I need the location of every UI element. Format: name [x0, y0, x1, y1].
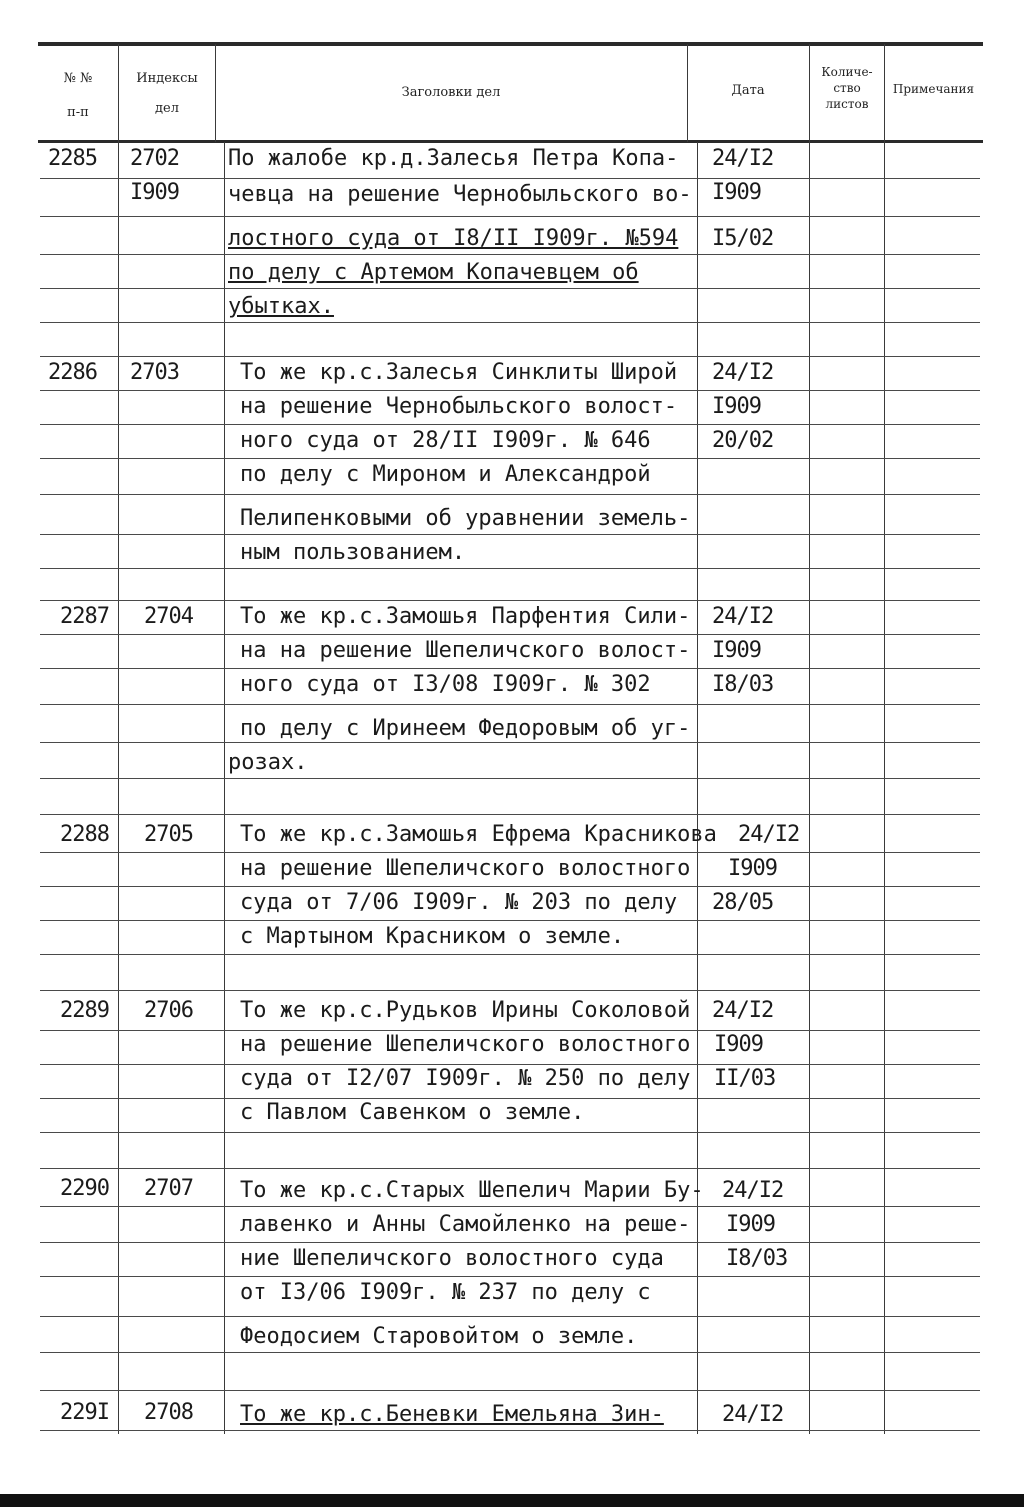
record-date: I909	[712, 180, 761, 205]
row-line	[40, 1206, 980, 1207]
row-line	[40, 1430, 980, 1431]
record-number: 2285	[48, 146, 97, 171]
row-line	[40, 634, 980, 635]
row-line	[40, 1168, 980, 1169]
record-index: 2702	[130, 146, 179, 171]
record-index-year: I909	[130, 180, 179, 205]
row-line	[40, 742, 980, 743]
record-title-line: на решение Шепеличского волостного	[240, 1032, 691, 1057]
row-line	[40, 1390, 980, 1391]
row-line	[40, 668, 980, 669]
record-title-line: То же кр.с.Залесья Синклиты Широй	[240, 360, 678, 385]
row-line	[40, 322, 980, 323]
record-title-line: ным пользованием.	[240, 540, 466, 565]
header-no: № №	[63, 71, 93, 86]
record-title-line: с Павлом Савенком о земле.	[240, 1100, 585, 1125]
record-title-line: ного суда от I3/08 I909г. № 302	[240, 672, 651, 697]
row-line	[40, 954, 980, 955]
header-title: Заголовки дел	[401, 85, 501, 100]
record-number: 229I	[60, 1400, 109, 1425]
row-line	[40, 920, 980, 921]
scan-edge	[0, 1494, 1024, 1507]
record-date: 24/I2	[712, 998, 774, 1023]
header-index: Индексы	[136, 71, 198, 86]
record-title-line: на решение Чернобыльского волост-	[240, 394, 678, 419]
record-number: 2287	[60, 604, 109, 629]
record-title-line: по делу с Артемом Копачевцем об	[228, 260, 639, 285]
record-date: 20/02	[712, 428, 774, 453]
record-date: I909	[712, 394, 761, 419]
record-title-line: То же кр.с.Замошья Ефрема Красникова	[240, 822, 717, 847]
record-title-line: на решение Шепеличского волостного	[240, 856, 691, 881]
col-divider	[215, 44, 216, 142]
record-date: I909	[726, 1212, 775, 1237]
row-line	[40, 216, 980, 217]
record-index: 2706	[144, 998, 193, 1023]
record-date: I909	[728, 856, 777, 881]
record-date: 24/I2	[738, 822, 800, 847]
row-line	[40, 288, 980, 289]
row-line	[40, 534, 980, 535]
record-title-line: розах.	[228, 750, 308, 775]
record-date: II/03	[714, 1066, 776, 1091]
row-line	[40, 1276, 980, 1277]
row-line	[40, 424, 980, 425]
record-index: 2704	[144, 604, 193, 629]
col-divider	[809, 44, 810, 1434]
record-index: 2707	[144, 1176, 193, 1201]
header-date: Дата	[731, 83, 765, 98]
record-number: 2290	[60, 1176, 109, 1201]
record-title-line: по делу с Мироном и Александрой	[240, 462, 651, 487]
record-date: I8/03	[712, 672, 774, 697]
record-title-line: убытках.	[228, 294, 334, 319]
record-date: 24/I2	[712, 604, 774, 629]
record-number: 2286	[48, 360, 97, 385]
record-title-line: То же кр.с.Старых Шепелич Марии Бу-	[240, 1178, 704, 1203]
record-title-line: чевца на решение Чернобыльского во-	[228, 182, 692, 207]
record-date: 24/I2	[712, 146, 774, 171]
record-date: I909	[712, 638, 761, 663]
record-date: 24/I2	[712, 360, 774, 385]
row-line	[40, 886, 980, 887]
row-line	[40, 254, 980, 255]
record-title-line: лостного суда от I8/II I909г. №594	[228, 226, 679, 251]
row-line	[40, 600, 980, 601]
record-date: I909	[714, 1032, 763, 1057]
record-date: I5/02	[712, 226, 774, 251]
record-title-line: Феодосием Старовойтом о земле.	[240, 1324, 638, 1349]
record-number: 2289	[60, 998, 109, 1023]
record-title-line: Пелипенковыми об уравнении земель-	[240, 506, 691, 531]
header-no-sub: п-п	[67, 105, 89, 120]
record-title-line: То же кр.с.Беневки Емельяна Зин-	[240, 1402, 664, 1427]
row-line	[40, 1316, 980, 1317]
row-line	[40, 1064, 980, 1065]
row-line	[40, 990, 980, 991]
record-index: 2708	[144, 1400, 193, 1425]
row-line	[40, 178, 980, 179]
record-date: 24/I2	[722, 1178, 784, 1203]
record-title-line: от I3/06 I909г. № 237 по делу с	[240, 1280, 651, 1305]
row-line	[40, 356, 980, 357]
header-rule	[38, 140, 983, 143]
record-title-line: суда от I2/07 I909г. № 250 по делу	[240, 1066, 691, 1091]
record-date: I8/03	[726, 1246, 788, 1271]
row-line	[40, 458, 980, 459]
record-title-line: По жалобе кр.д.Залесья Петра Копа-	[228, 146, 679, 171]
header-index-sub: дел	[155, 101, 179, 116]
top-rule	[38, 42, 983, 46]
col-divider	[224, 142, 225, 1434]
record-title-line: по делу с Иринеем Федоровым об уг-	[240, 716, 691, 741]
record-title-line: суда от 7/06 I909г. № 203 по делу	[240, 890, 678, 915]
row-line	[40, 568, 980, 569]
col-divider	[687, 44, 688, 142]
row-line	[40, 390, 980, 391]
record-title-line: То же кр.с.Рудьков Ирины Соколовой	[240, 998, 691, 1023]
row-line	[40, 1242, 980, 1243]
header-count: Количе- ство листов	[821, 65, 873, 111]
record-title-line: лавенко и Анны Самойленко на реше-	[240, 1212, 691, 1237]
col-divider	[118, 44, 119, 1434]
row-line	[40, 778, 980, 779]
record-title-line: То же кр.с.Замошья Парфентия Сили-	[240, 604, 691, 629]
row-line	[40, 814, 980, 815]
header-notes: Примечания	[892, 82, 975, 96]
row-line	[40, 1098, 980, 1099]
record-date: 28/05	[712, 890, 774, 915]
col-divider	[697, 142, 698, 1434]
record-title-line: ного суда от 28/II I909г. № 646	[240, 428, 651, 453]
record-title-line: на на решение Шепеличского волост-	[240, 638, 691, 663]
record-index: 2705	[144, 822, 193, 847]
row-line	[40, 1030, 980, 1031]
row-line	[40, 1132, 980, 1133]
record-title-line: с Мартыном Красником о земле.	[240, 924, 625, 949]
row-line	[40, 704, 980, 705]
record-number: 2288	[60, 822, 109, 847]
col-divider	[884, 44, 885, 1434]
row-line	[40, 1352, 980, 1353]
record-title-line: ние Шепеличского волостного суда	[240, 1246, 664, 1271]
record-date: 24/I2	[722, 1402, 784, 1427]
record-index: 2703	[130, 360, 179, 385]
row-line	[40, 852, 980, 853]
row-line	[40, 494, 980, 495]
